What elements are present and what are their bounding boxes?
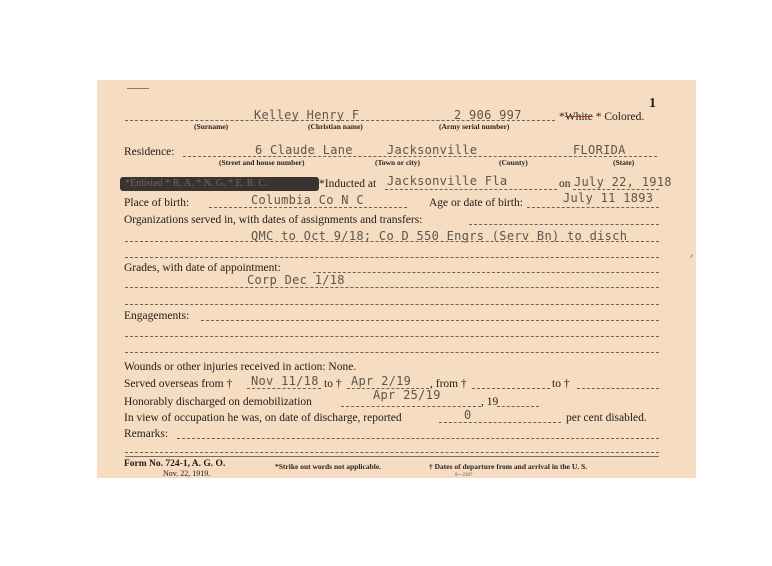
street-caption: (Street and house number) — [219, 158, 305, 167]
serial-value: 2 906 997 — [454, 108, 522, 122]
disability-line — [439, 422, 561, 423]
disability-suffix: per cent disabled. — [566, 412, 647, 424]
birthplace-value: Columbia Co N C — [251, 193, 364, 207]
disability-label: In view of occupation he was, on date of discharge, reported — [124, 412, 402, 424]
form-date: Nov. 22, 1919. — [163, 469, 211, 478]
name-value: Kelley Henry F — [254, 108, 360, 122]
organizations-line-2 — [125, 241, 659, 242]
birthdate-value: July 11 1893 — [563, 191, 654, 205]
remarks-line-2 — [125, 452, 659, 453]
organizations-line-3 — [125, 257, 659, 258]
engagements-line-1 — [201, 320, 659, 321]
organizations-line-1 — [469, 224, 659, 225]
state-caption: (State) — [613, 158, 635, 167]
birthdate-line — [527, 207, 659, 208]
induction-date: July 22, 1918 — [574, 175, 672, 189]
overseas-from2-line — [472, 388, 550, 389]
disability-value: 0 — [464, 408, 472, 422]
enlisted-label: *Enlisted * R. A. * N. G. * E. R. C. — [125, 178, 268, 189]
street-value: 6 Claude Lane — [255, 143, 353, 157]
discharge-label: Honorably discharged on demobilization — [124, 396, 312, 408]
overseas-to-date: Apr 2/19 — [351, 374, 412, 388]
grades-value: Corp Dec 1/18 — [247, 273, 345, 287]
discharge-year-line — [497, 406, 539, 407]
christian-caption: (Christian name) — [308, 122, 363, 131]
grades-label: Grades, with date of appointment: — [124, 262, 281, 274]
discharge-line — [341, 406, 481, 407]
residence-label: Residence: — [124, 146, 175, 158]
overseas-from-line — [247, 388, 321, 389]
overseas-label: Served overseas from † — [124, 378, 233, 390]
grades-line-2 — [125, 287, 659, 288]
grades-line-3 — [125, 304, 659, 305]
organizations-label: Organizations served in, with dates of assignments and transfers: — [124, 214, 423, 226]
date-line — [573, 189, 659, 190]
serial-caption: (Army serial number) — [439, 122, 510, 131]
name-line — [125, 120, 555, 121]
town-caption: (Town or city) — [375, 158, 420, 167]
print-stamp: 8—2387 — [455, 473, 473, 478]
engagements-line-2 — [125, 336, 659, 337]
discharge-year: , 19 — [481, 396, 499, 408]
footer-rule — [125, 456, 659, 457]
surname-caption: (Surname) — [194, 122, 229, 131]
discharge-date: Apr 25/19 — [373, 388, 441, 402]
overseas-to2-label: to † — [552, 378, 570, 390]
remarks-label: Remarks: — [124, 428, 169, 440]
inducted-label: *Inducted at — [319, 178, 377, 190]
engagements-label: Engagements: — [124, 310, 190, 322]
inducted-line — [385, 189, 557, 190]
overseas-to-label: to † — [324, 378, 342, 390]
engagements-line-3 — [125, 352, 659, 353]
service-record-card — [97, 80, 696, 478]
organizations-value: QMC to Oct 9/18; Co D 550 Engrs (Serv Bn) to disch — [251, 229, 628, 243]
birthplace-label: Place of birth: — [124, 197, 190, 209]
state-value: FLORIDA — [573, 143, 626, 157]
remarks-line-1 — [177, 438, 659, 439]
birthdate-label: Age or date of birth: — [429, 197, 523, 209]
overseas-from-date: Nov 11/18 — [251, 374, 319, 388]
wounds-label: Wounds or other injuries received in action: None. — [124, 361, 357, 373]
county-caption: (County) — [499, 158, 528, 167]
race-star: * — [559, 111, 565, 123]
town-value: Jacksonville — [387, 143, 478, 157]
race-white: White — [564, 111, 593, 123]
overseas-from2-label: , from † — [430, 378, 467, 390]
footnote-strike: *Strike out words not applicable. — [275, 462, 382, 471]
grades-line-1 — [313, 272, 659, 273]
inducted-place: Jacksonville Fla — [387, 174, 508, 188]
race-options — [559, 111, 644, 123]
overseas-to2-line — [577, 388, 659, 389]
race-colored: * Colored. — [595, 111, 645, 123]
card-number-value: 1 — [649, 96, 656, 111]
on-label: on — [559, 178, 571, 190]
footnote-dates: † Dates of departure from and arrival in the U. S. — [429, 462, 588, 471]
form-number: Form No. 724-1, A. G. O. — [124, 459, 226, 469]
residence-line — [183, 156, 657, 157]
top-rule — [127, 88, 149, 89]
birthplace-line — [209, 207, 407, 208]
